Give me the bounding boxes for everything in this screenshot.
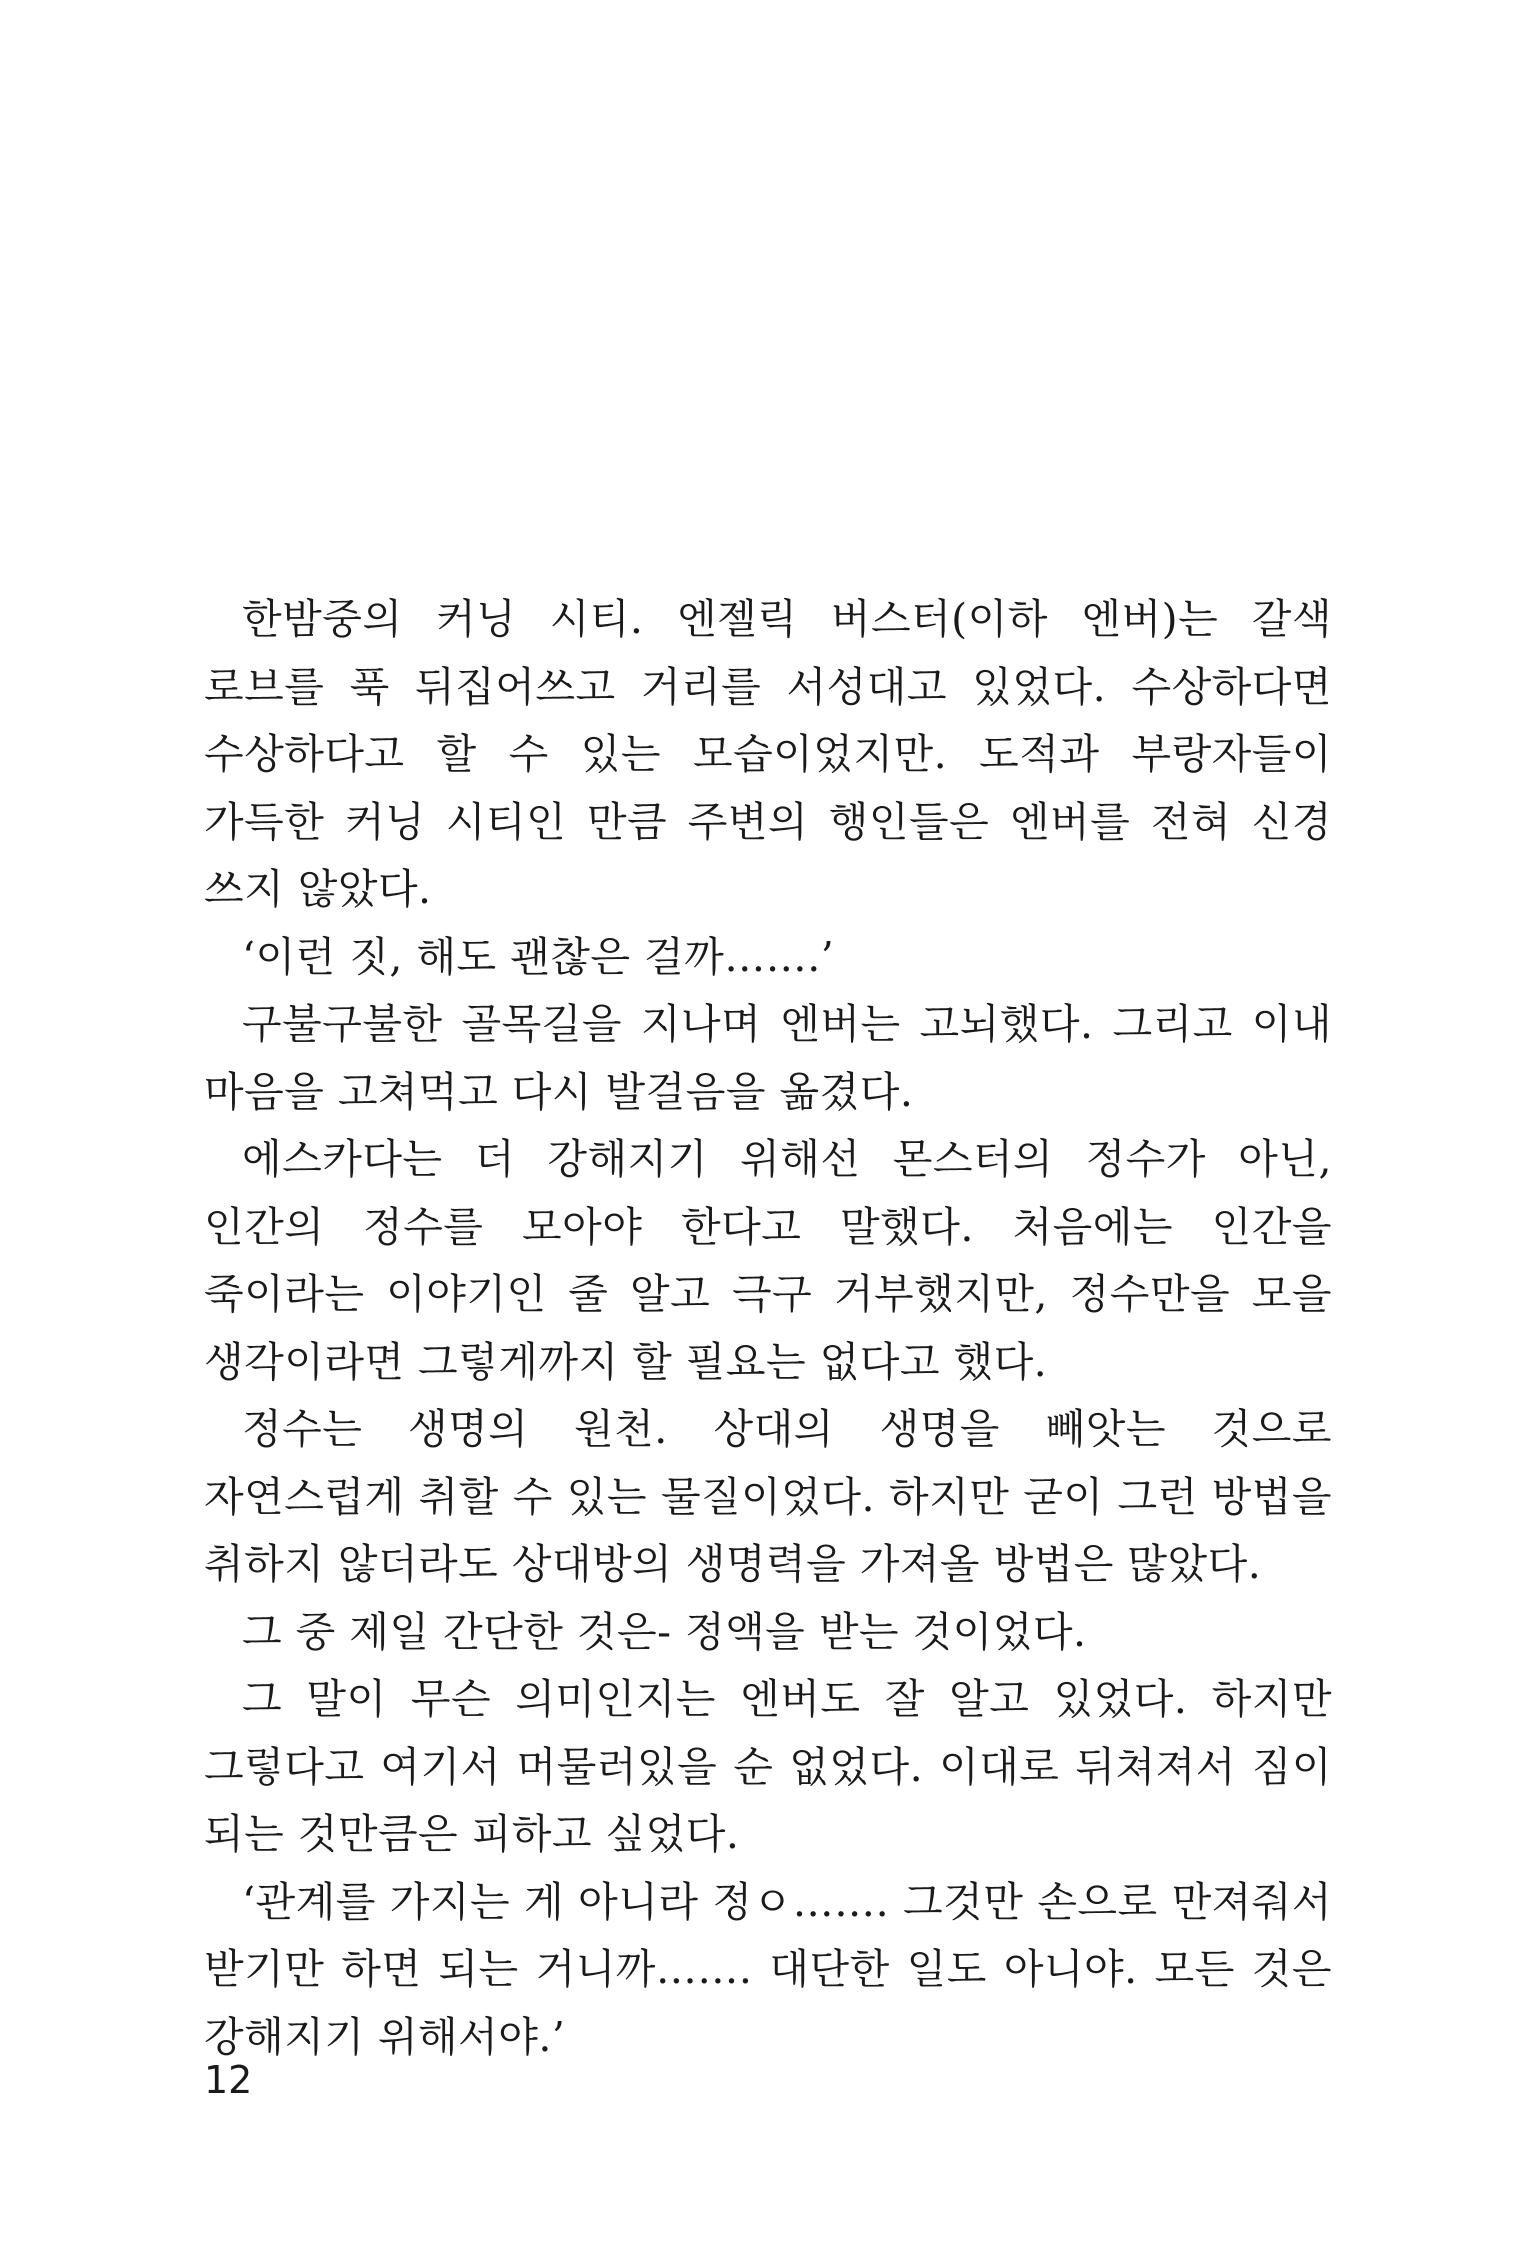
paragraph: 그 말이 무슨 의미인지는 엔버도 잘 알고 있었다. 하지만 그렇다고 여기서 머물러있을 순 없었다. 이대로 뒤쳐져서 짐이 되는 것만큼은 피하고 싶었다. (204, 1675, 1332, 1858)
paragraph: 구불구불한 골목길을 지나며 엔버는 고뇌했다. 그리고 이내 마음을 고쳐먹고 다시 발걸음을 옮겼다. (204, 1000, 1332, 1116)
paragraph: 에스카다는 더 강해지기 위해선 몬스터의 정수가 아닌, 인간의 정수를 모아야 한다고 말했다. 처음에는 인간을 죽이라는 이야기인 줄 알고 극구 거부했지만, 정수만을 모을 생각이라면 그렇게까지 할 필요는 없다고 했다. (204, 1135, 1332, 1386)
paragraph: 한밤중의 커닝 시티. 엔젤릭 버스터(이하 엔버)는 갈색 로브를 푹 뒤집어쓰고 거리를 서성대고 있었다. 수상하다면 수상하다고 할 수 있는 모습이었지만. 도적과 부랑자들이 가득한 커닝 시티인 만큼 주변의 행인들은 엔버를 전혀 신경 쓰지 않았다. (204, 595, 1332, 913)
paragraph: 그 중 제일 간단한 것은- 정액을 받는 것이었다. (242, 1607, 1087, 1656)
paragraph: ‘관계를 가지는 게 아니라 정ㅇ……. 그것만 손으로 만져줘서 받기만 하면 되는 거니까……. 대단한 일도 아니야. 모든 것은 강해지기 위해서야.’ (204, 1877, 1332, 2061)
paragraph: 정수는 생명의 원천. 상대의 생명을 빼앗는 것으로 자연스럽게 취할 수 있는 물질이었다. 하지만 굳이 그런 방법을 취하지 않더라도 상대방의 생명력을 가져올 방법은 많았다. (204, 1405, 1332, 1588)
page-number: 12 (204, 2058, 253, 2102)
body-text (204, 586, 1332, 2071)
paragraph: ‘이런 짓, 해도 괜찮은 걸까…….’ (242, 932, 835, 981)
